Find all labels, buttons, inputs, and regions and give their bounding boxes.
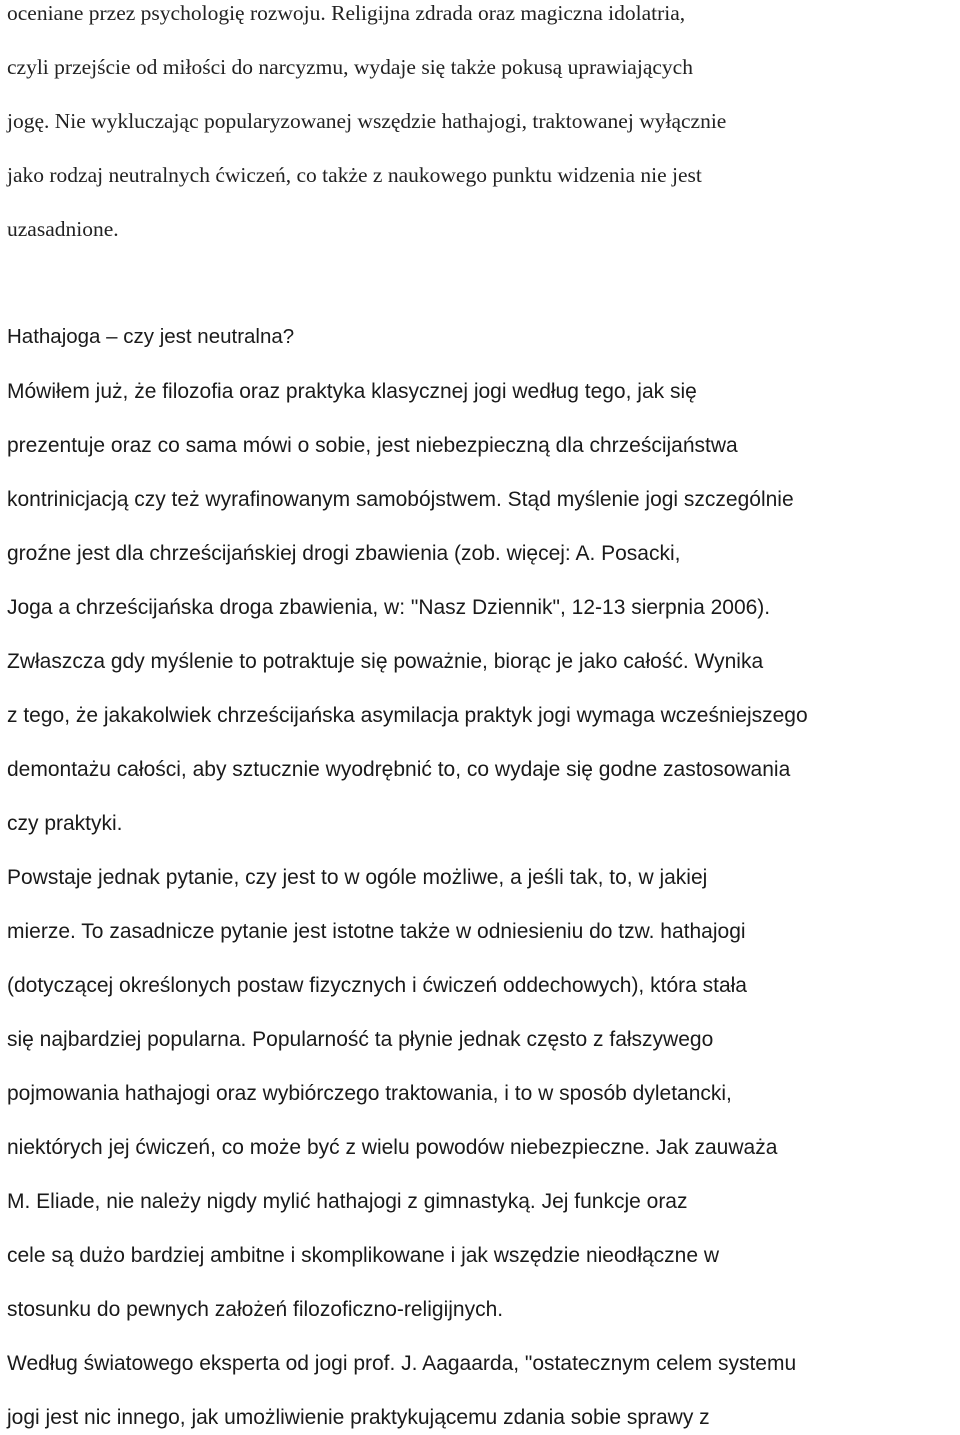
text-line: czyli przejście od miłości do narcyzmu, wydaje się także pokusą uprawiających [7,55,693,79]
text-line: mierze. To zasadnicze pytanie jest istotne także w odniesieniu do tzw. hathajogi [7,920,746,943]
text-line: groźne jest dla chrześcijańskiej drogi zbawienia (zob. więcej: A. Posacki, [7,542,681,565]
text-line: się najbardziej popularna. Popularność ta płynie jednak często z fałszywego [7,1028,714,1051]
text-line: uzasadnione. [7,217,119,241]
text-line: M. Eliade, nie należy nigdy mylić hathajogi z gimnastyką. Jej funkcje oraz [7,1190,688,1213]
text-line: jogi jest nic innego, jak umożliwienie praktykującemu zdania sobie sprawy z [7,1406,710,1429]
text-line: prezentuje oraz co sama mówi o sobie, jest niebezpieczną dla chrześcijaństwa [7,434,738,457]
text-line: cele są dużo bardziej ambitne i skomplikowane i jak wszędzie nieodłączne w [7,1244,720,1267]
text-line: (dotyczącej określonych postaw fizycznych i ćwiczeń oddechowych), która stała [7,974,747,997]
text-line: jogę. Nie wykluczając popularyzowanej wszędzie hathajogi, traktowanej wyłącznie [7,109,727,133]
text-line: Według światowego eksperta od jogi prof. J. Aagaarda, "ostatecznym celem systemu [7,1352,797,1375]
text-line: z tego, że jakakolwiek chrześcijańska asymilacja praktyk jogi wymaga wcześniejszego [7,704,808,727]
text-line: jako rodzaj neutralnych ćwiczeń, co także z naukowego punktu widzenia nie jest [7,163,702,187]
text-line: Zwłaszcza gdy myślenie to potraktuje się poważnie, biorąc je jako całość. Wynika [7,650,764,673]
text-line: czy praktyki. [7,812,123,835]
text-line: demontażu całości, aby sztucznie wyodrębnić to, co wydaje się godne zastosowania [7,758,791,781]
text-line: oceniane przez psychologię rozwoju. Religijna zdrada oraz magiczna idolatria, [7,1,686,25]
text-line: Mówiłem już, że filozofia oraz praktyka klasycznej jogi według tego, jak się [7,380,697,403]
text-line: stosunku do pewnych założeń filozoficzno-religijnych. [7,1298,504,1321]
text-line: niektórych jej ćwiczeń, co może być z wielu powodów niebezpieczne. Jak zauważa [7,1136,778,1159]
text-line: Powstaje jednak pytanie, czy jest to w ogóle możliwe, a jeśli tak, to, w jakiej [7,866,708,889]
section-heading: Hathajoga – czy jest neutralna? [7,325,295,348]
text-line: kontrinicjacją czy też wyrafinowanym samobójstwem. Stąd myślenie jogi szczególnie [7,488,794,511]
text-line: pojmowania hathajogi oraz wybiórczego traktowania, i to w sposób dyletancki, [7,1082,732,1105]
text-line: Joga a chrześcijańska droga zbawienia, w: "Nasz Dziennik", 12-13 sierpnia 2006). [7,596,771,619]
